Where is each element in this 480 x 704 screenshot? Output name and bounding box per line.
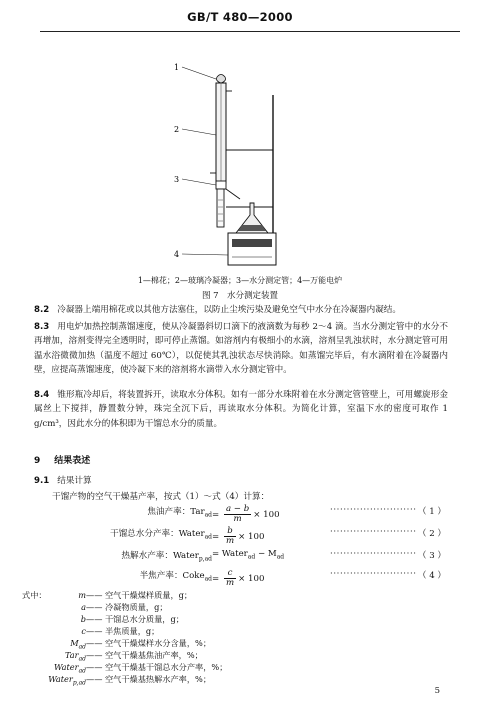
electric-furnace [228, 233, 276, 265]
paragraph-8-3 [34, 320, 448, 378]
figure-caption: 图 7 水分测定装置 [201, 291, 279, 301]
apparatus-figure [170, 55, 320, 275]
definition-m: m—— 空气干燥煤样质量，g； [78, 590, 193, 600]
document-header: GB/T 480—2000 [187, 10, 293, 24]
section-title: 结果计算 [57, 476, 92, 486]
clause-text: 用电炉加热控制蒸馏速度，使从冷凝器斜切口滴下的液滴数为每秒 2～4 滴。当水分测定管中的水分不再增加，溶剂变得完全透明时，即可停止蒸馏。如溶剂内有极细小的水滴，溶剂呈乳浊状时，水分测定管可用温水浴微微加热（温度不超过 60℃），以促使其乳浊状态尽快消除。如蒸馏完毕后，有水滴附着在冷凝器内壁，应提高蒸馏速度，使冷凝下来的溶剂将水滴带入水分测定管中。 [34, 322, 448, 376]
clause-number: 8.4 [34, 390, 50, 400]
equation-number: （ 1 ） [417, 507, 446, 517]
callout-2: 2 [174, 125, 180, 134]
equation-number: （ 4 ） [417, 571, 446, 581]
callout-1: 1 [174, 63, 180, 72]
formula-2: 干馏总水分产率：Water$_{ad}$ = $\frac{b}{m}$ × 100 ·························· （ 2 ） [109, 526, 446, 546]
callout-4: 4 [174, 250, 180, 259]
definition-b: b—— 干馏总水分质量，g； [80, 614, 184, 624]
formula-4: 半焦产率：Coke$_{ad}$ = $\frac{c}{m}$ × 100 ·························· （ 4 ） [139, 568, 446, 588]
section-title: 结果表述 [54, 456, 91, 466]
formula-intro: 干馏产物的空气干燥基产率，按式（1）～式（4）计算： [52, 492, 270, 502]
definition-water-pad: Water$_{p,ad}$—— 空气干燥基热解水产率，%； [48, 674, 212, 687]
section-heading-9 [34, 453, 90, 466]
paragraph-8-4 [34, 388, 448, 431]
definition-c: c—— 半焦质量，g； [81, 626, 160, 636]
section-number: 9 [34, 456, 41, 466]
page-number: 5 [434, 686, 440, 696]
water-measuring-tube [217, 189, 224, 227]
definition-water: Water$_{ad}$—— 空气干燥基干馏总水分产率，%； [53, 662, 228, 675]
equation-number: （ 2 ） [417, 529, 446, 539]
formula-3: 热解水产率：Water$_{p,ad}$ = Water$_{ad}$ − $M_{ad}$ ·························· （ 3 ） [121, 549, 446, 563]
clause-number: 8.3 [34, 322, 50, 332]
paragraph-8-2 [34, 303, 448, 317]
section-number: 9.1 [34, 476, 50, 486]
where-label: 式中： [22, 590, 47, 600]
definition-a: a—— 冷凝物质量，g； [81, 602, 168, 612]
callout-3: 3 [174, 175, 180, 184]
clause-text: 锥形瓶冷却后，将装置拆开，读取水分体积。如有一部分水珠附着在水分测定管管壁上，可用螺旋形金属丝上下搅拌，静置数分钟，珠完全沉下后，再读取水分体积。为简化计算，室温下水的密度可取作 1 g/cm³，因此水分的体积即为干馏总水分的质量。 [34, 390, 448, 429]
definition-tar: Tar$_{ad}$—— 空气干燥基焦油产率，%； [64, 650, 203, 663]
definition-mad: $M_{ad}——$ 空气干燥煤样水分含量，%； [70, 638, 212, 651]
flask-liquid [238, 225, 266, 231]
figure-legend: 1—棉花；2—玻璃冷凝器；3—水分测定管；4—万能电炉 [137, 276, 343, 285]
section-heading-9-1 [34, 474, 92, 486]
furnace-panel [232, 239, 272, 247]
header-rule [40, 31, 460, 32]
formula-1: 焦油产率：Tar$_{ad}$ = $\frac{a - b}{m}$ × 100 ·························· （ 1 ） [147, 504, 446, 524]
clause-text: 冷凝器上端用棉花或以其他方法塞住，以防止尘埃污染及避免空气中水分在冷凝器内凝结。 [57, 305, 401, 315]
cotton-plug [217, 75, 226, 84]
clause-number: 8.2 [34, 305, 50, 315]
equation-number: （ 3 ） [417, 551, 446, 561]
